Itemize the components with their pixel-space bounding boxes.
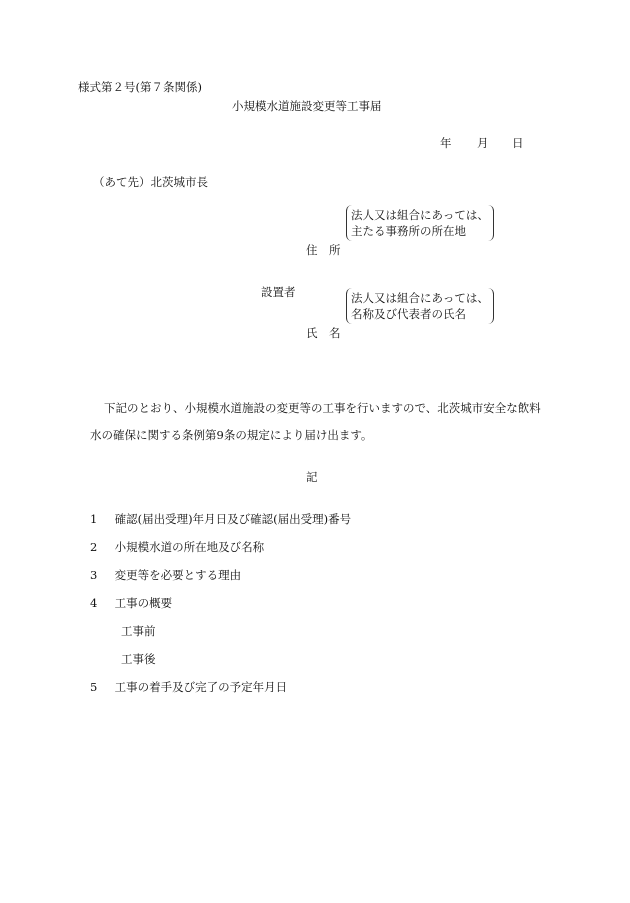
item-number: 1: [90, 512, 98, 526]
list-item: [90, 514, 351, 526]
installer-label: 設置者: [261, 285, 296, 299]
item-text: 小規模水道の所在地及び名称: [114, 540, 265, 554]
body-text-line1: 下記のとおり、小規模水道施設の変更等の工事を行いますので、北茨城市安全な飲料: [104, 401, 541, 415]
item-number: 3: [90, 568, 98, 582]
item-text: 工事の着手及び完了の予定年月日: [114, 680, 288, 694]
item-text: 工事の概要: [114, 596, 173, 610]
item-text: 確認(届出受理)年月日及び確認(届出受理)番号: [114, 512, 352, 526]
list-item: [90, 682, 287, 694]
list-item: [90, 598, 172, 610]
name-label: 氏 名: [306, 326, 341, 340]
form-number: 様式第２号(第７条関係): [78, 80, 202, 94]
address-note: [346, 205, 494, 241]
addressee: （あて先）北茨城市長: [93, 175, 208, 189]
item-number: 2: [90, 540, 98, 554]
name-note: [346, 288, 494, 324]
list-item: [90, 570, 241, 582]
date-month: 月: [477, 136, 489, 150]
address-note-line1: 法人又は組合にあっては、: [351, 208, 489, 222]
address-note-line2: 主たる事務所の所在地: [351, 224, 466, 238]
list-item: [90, 542, 264, 554]
item-text: 変更等を必要とする理由: [114, 568, 242, 582]
document-title: 小規模水道施設変更等工事届: [232, 99, 382, 113]
item-number: 5: [90, 680, 98, 694]
name-note-line1: 法人又は組合にあっては、: [351, 291, 489, 305]
date-year: 年: [440, 136, 452, 150]
name-note-line2: 名称及び代表者の氏名: [351, 307, 466, 321]
ki-heading: 記: [306, 470, 318, 484]
subitem-after: 工事後: [121, 652, 156, 666]
date-day: 日: [512, 136, 524, 150]
address-label: 住 所: [306, 243, 341, 257]
item-number: 4: [90, 596, 98, 610]
subitem-before: 工事前: [121, 624, 156, 638]
body-text-line2: 水の確保に関する条例第9条の規定により届け出ます。: [90, 428, 373, 442]
